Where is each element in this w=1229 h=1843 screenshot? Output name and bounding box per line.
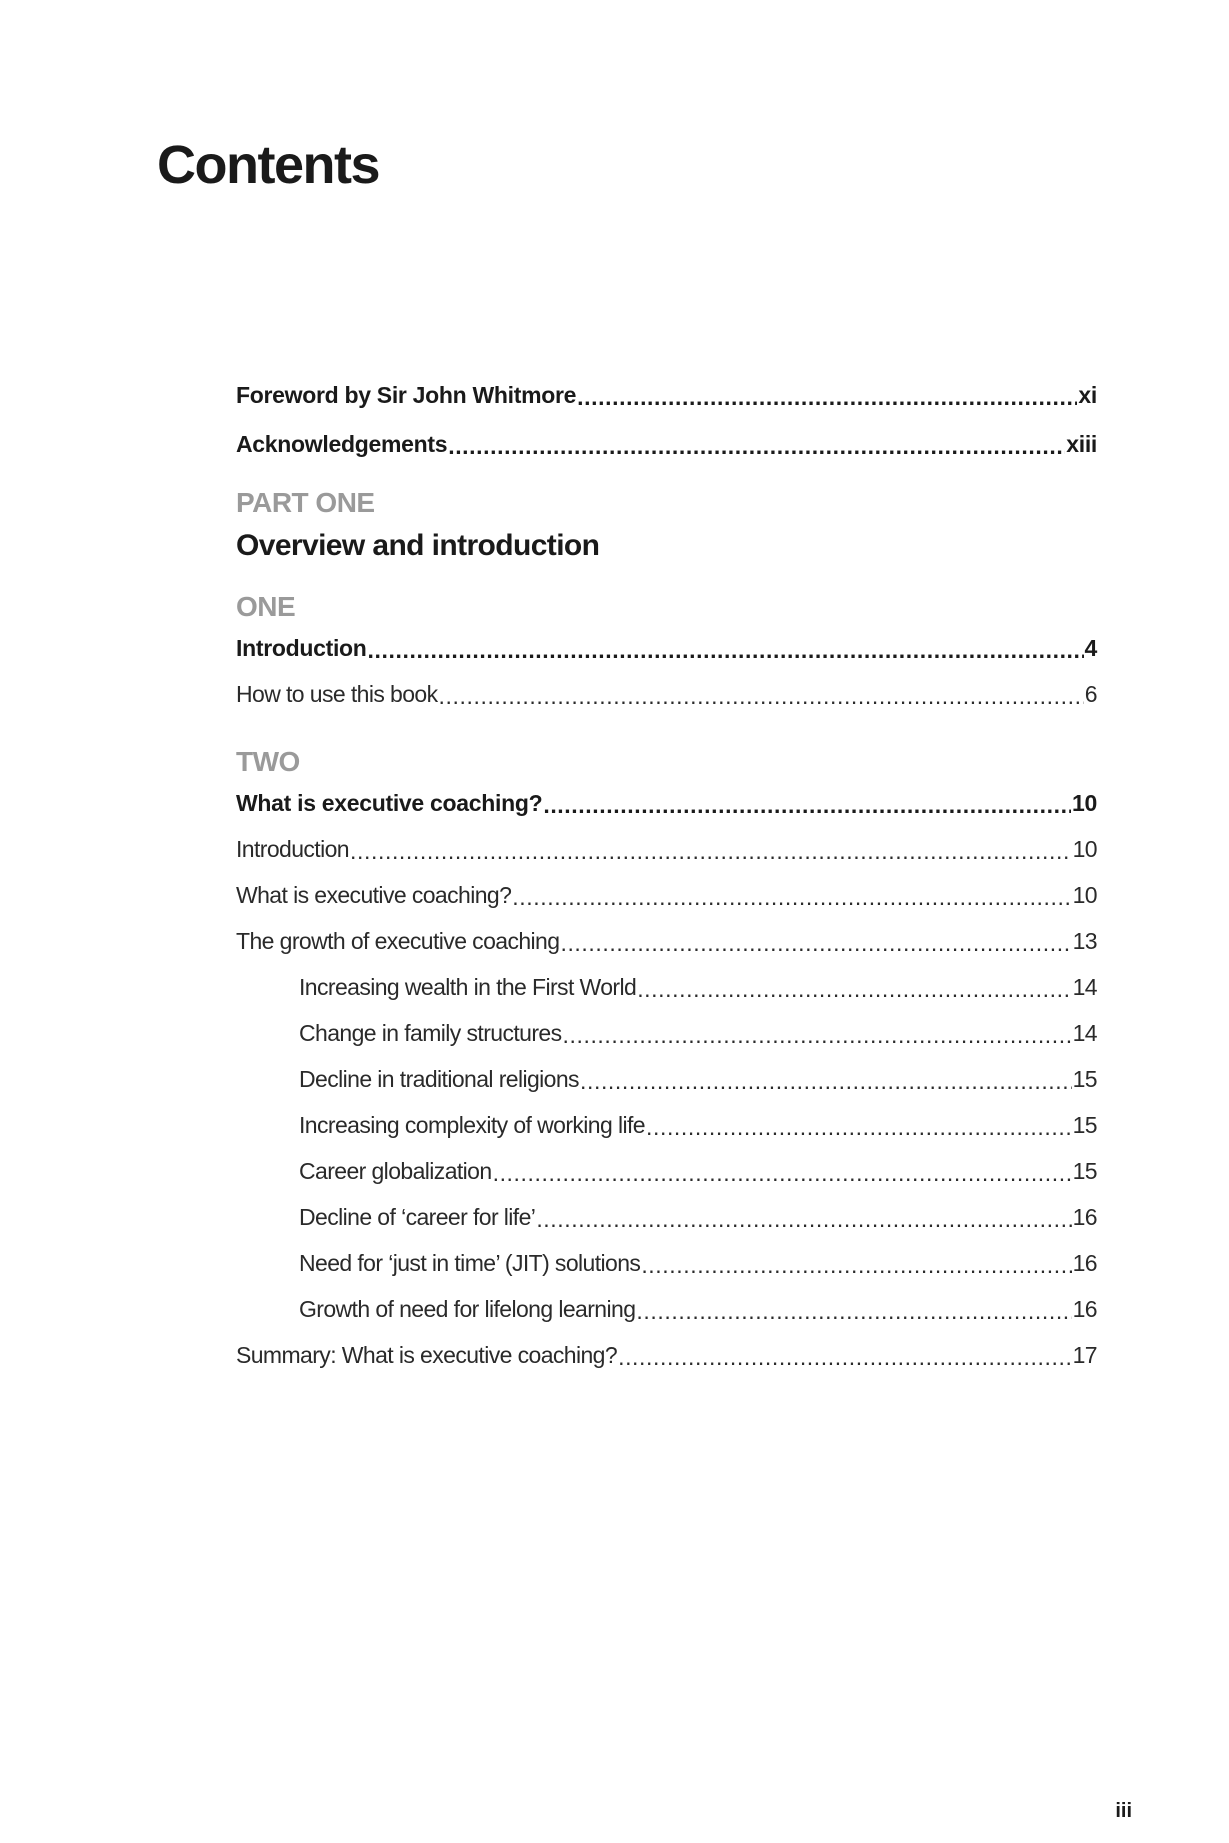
toc-page-number: 10 [1072, 882, 1097, 908]
toc-entry-label: Foreword by Sir John Whitmore [236, 382, 577, 408]
toc-page-number: 13 [1072, 928, 1097, 954]
toc-entry-label: Change in family structures [299, 1020, 562, 1046]
toc-subentry[interactable] [299, 1018, 1097, 1048]
toc-page-number: 16 [1072, 1250, 1097, 1276]
dot-leader [637, 974, 1071, 1004]
toc-subentry[interactable] [299, 1156, 1097, 1186]
toc-page-number: 10 [1072, 790, 1097, 816]
toc-chapter-heading[interactable] [236, 633, 1097, 663]
dot-leader [580, 1066, 1072, 1096]
toc-page-number: 15 [1072, 1112, 1097, 1138]
toc-entry-label: What is executive coaching? [236, 882, 512, 908]
toc-entry[interactable] [236, 834, 1097, 864]
page-folio: iii [1115, 1800, 1132, 1822]
toc-entry-label: Acknowledgements [236, 431, 448, 457]
toc-page-number: 14 [1072, 974, 1097, 1000]
toc-chapter-heading[interactable] [236, 788, 1097, 818]
dot-leader [543, 790, 1071, 820]
dot-leader [493, 1158, 1072, 1188]
toc-entry-label: The growth of executive coaching [236, 928, 560, 954]
toc-entry-label: Need for ‘just in time’ (JIT) solutions [299, 1250, 641, 1276]
dot-leader [350, 836, 1072, 866]
part-title: Overview and introduction [236, 529, 600, 562]
dot-leader [439, 681, 1084, 711]
toc-subentry[interactable] [299, 1294, 1097, 1324]
toc-entry[interactable] [236, 926, 1097, 956]
toc-entry-label: Introduction [236, 635, 367, 661]
toc-page-number: 4 [1084, 635, 1097, 661]
chapter-number: ONE [236, 591, 296, 622]
toc-entry-label: Summary: What is executive coaching? [236, 1342, 618, 1368]
toc-page-number: 17 [1072, 1342, 1097, 1368]
part-label: PART ONE [236, 487, 375, 518]
toc-page-number: 6 [1084, 681, 1097, 707]
toc-subentry[interactable] [299, 1248, 1097, 1278]
toc-entry-summary[interactable] [236, 1340, 1097, 1370]
toc-subentry[interactable] [299, 972, 1097, 1002]
dot-leader [636, 1296, 1071, 1326]
toc-page-number: 16 [1072, 1296, 1097, 1322]
page-title: Contents [157, 135, 379, 195]
toc-page-number: 16 [1072, 1204, 1097, 1230]
dot-leader [448, 431, 1065, 461]
toc-entry-label: How to use this book [236, 681, 438, 707]
dot-leader [618, 1342, 1072, 1372]
toc-page-number: 15 [1072, 1066, 1097, 1092]
dot-leader [646, 1112, 1072, 1142]
toc-subentry[interactable] [299, 1064, 1097, 1094]
dot-leader [512, 882, 1071, 912]
dot-leader [536, 1204, 1071, 1234]
toc-page-number: 14 [1072, 1020, 1097, 1046]
toc-page-number: xiii [1066, 431, 1097, 457]
dot-leader [560, 928, 1071, 958]
dot-leader [577, 382, 1077, 412]
toc-entry-foreword[interactable] [236, 380, 1097, 410]
toc-entry-label: Growth of need for lifelong learning [299, 1296, 636, 1322]
toc-subentry[interactable] [299, 1202, 1097, 1232]
toc-entry-acknowledgements[interactable] [236, 429, 1097, 459]
toc-page-number: 10 [1072, 836, 1097, 862]
dot-leader [368, 635, 1084, 665]
table-of-contents [236, 0, 1097, 1843]
toc-entry-label: What is executive coaching? [236, 790, 543, 816]
toc-entry-label: Increasing wealth in the First World [299, 974, 637, 1000]
toc-entry[interactable] [236, 880, 1097, 910]
toc-page-number: 15 [1072, 1158, 1097, 1184]
toc-subentry[interactable] [299, 1110, 1097, 1140]
chapter-number: TWO [236, 746, 300, 777]
toc-entry[interactable] [236, 679, 1097, 709]
toc-entry-label: Career globalization [299, 1158, 492, 1184]
toc-entry-label: Introduction [236, 836, 349, 862]
toc-entry-label: Decline in traditional religions [299, 1066, 579, 1092]
toc-entry-label: Decline of ‘career for life’ [299, 1204, 536, 1230]
toc-entry-label: Increasing complexity of working life [299, 1112, 645, 1138]
toc-page-number: xi [1078, 382, 1097, 408]
dot-leader [562, 1020, 1071, 1050]
dot-leader [641, 1250, 1071, 1280]
